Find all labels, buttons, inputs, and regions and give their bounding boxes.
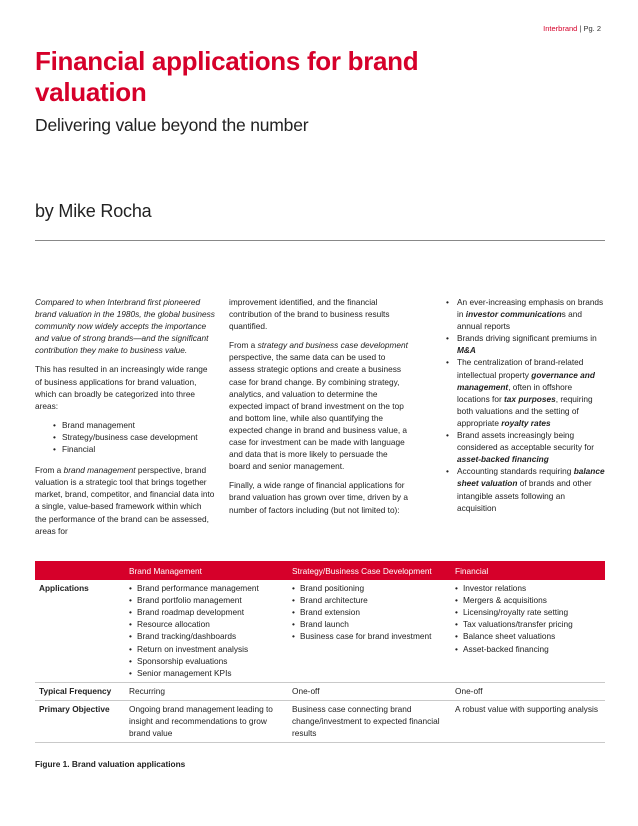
table-cell: One-off: [288, 682, 451, 700]
table-cell: One-off: [451, 682, 605, 700]
list-item: • Tax valuations/transfer pricing: [455, 618, 601, 630]
text-run: , often in offshore locations for: [457, 381, 573, 404]
row-label: Primary Objective: [35, 700, 125, 742]
list-item: • Brand extension: [292, 606, 447, 618]
paragraph: This has resulted in an increasingly wide range of business applications for brand valuation, which can broadly be categorized into three areas:: [35, 364, 208, 411]
list-item: • Return on investment analysis: [129, 643, 284, 655]
article-subtitle: Delivering value beyond the number: [35, 115, 309, 135]
text-run: From a: [229, 340, 258, 351]
list-item: [446, 429, 606, 465]
list-item: [446, 296, 606, 332]
table-cell: [125, 580, 288, 682]
table-cell: Ongoing brand management leading to insight and recommendations to grow brand value: [125, 700, 288, 742]
emphasis: royalty rates: [501, 417, 551, 428]
text-run: An ever-increasing emphasis on brands in: [457, 297, 604, 320]
cell-list: [129, 582, 284, 679]
list-item: • Brand performance management: [129, 582, 284, 594]
table-cell: A robust value with supporting analysis: [451, 700, 605, 742]
cell-list: [292, 582, 447, 642]
list-item: • Resource allocation: [129, 618, 284, 630]
list-item: • Balance sheet valuations: [455, 630, 601, 642]
table-header-cell: [35, 561, 125, 580]
header-separator: |: [577, 24, 584, 33]
areas-list: [35, 419, 215, 455]
list-item: • Financial: [53, 443, 215, 455]
list-item: • Licensing/royalty rate setting: [455, 606, 601, 618]
text-run: Accounting standards requiring: [457, 466, 574, 477]
list-item: • Brand launch: [292, 618, 447, 630]
column-2: [229, 296, 411, 523]
text-run: perspective, brand valuation is a strategic tool that brings together market, brand, competitor, and financial data into a single, value-based framework within which the performance of the brand can be assessed, areas for: [35, 465, 215, 536]
list-item: • Brand positioning: [292, 582, 447, 594]
list-item: • Mergers & acquisitions: [455, 594, 601, 606]
list-item: • Brand architecture: [292, 594, 447, 606]
header-divider: [35, 240, 605, 241]
text-run: , requiring both valuations and the setting of appropriate: [457, 393, 593, 428]
valuation-table: [35, 561, 605, 743]
header-brand: Interbrand: [543, 24, 578, 33]
emphasis: M&A: [457, 345, 476, 356]
table-cell: Recurring: [125, 682, 288, 700]
table-row: [35, 580, 605, 682]
row-label: Applications: [35, 580, 125, 682]
emphasis: investor communication: [465, 309, 562, 320]
figure-caption: Figure 1. Brand valuation applications: [35, 759, 186, 769]
emphasis: brand management: [63, 465, 136, 476]
table-header-cell: Brand Management: [125, 561, 288, 580]
emphasis: balance sheet valuation: [457, 466, 605, 489]
text-run: The centralization of brand-related intellectual property: [457, 357, 584, 380]
column-3: [446, 296, 606, 514]
paragraph: [229, 339, 411, 472]
list-item: • Business case for brand investment: [292, 630, 447, 642]
paragraph: improvement identified, and the financial contribution of the brand to business results quantified.: [229, 297, 390, 332]
page-header: [543, 24, 601, 33]
intro-paragraph: Compared to when Interbrand first pioneered brand valuation in the 1980s, the global business community now widely accepts the importance and value of strong brands—and the significant contribution they make to business value.: [35, 297, 215, 356]
list-item: • Asset-backed financing: [455, 643, 601, 655]
list-item: • Senior management KPIs: [129, 667, 284, 679]
table-header-row: [35, 561, 605, 580]
text-run: Brands driving significant premiums in: [457, 333, 597, 344]
text-run: Brand assets increasingly being considered as acceptable security for: [457, 430, 594, 453]
list-item: • Brand management: [53, 419, 215, 431]
emphasis: governance and management: [457, 369, 595, 392]
emphasis: tax purposes: [504, 393, 556, 404]
text-run: of brands and other intangible assets following an acquisition: [457, 478, 592, 513]
list-item: [446, 465, 606, 513]
text-run: s and annual reports: [457, 309, 582, 332]
table-cell: [288, 580, 451, 682]
list-item: • Strategy/business case development: [53, 431, 215, 443]
list-item: [446, 356, 606, 429]
table-cell: Business case connecting brand change/investment to expected financial results: [288, 700, 451, 742]
text-run: perspective, the same data can be used to assess strategic options and create a business case for brand change. By combining strategy, analytics, and valuation to determine the expected impact of brand investment on the top and bottom line, while also quantifying the expected change in brand and business value, a case for investment can be made with language and data that is more likely to persuade the board and senior management.: [229, 352, 408, 472]
page-number: Pg. 2: [583, 24, 601, 33]
list-item: • Investor relations: [455, 582, 601, 594]
table-row: [35, 700, 605, 742]
row-label: Typical Frequency: [35, 682, 125, 700]
column-1: [35, 296, 215, 544]
list-item: • Brand roadmap development: [129, 606, 284, 618]
emphasis: asset-backed financing: [457, 454, 549, 465]
article-title: Financial applications for brand valuation: [35, 46, 419, 107]
list-item: [446, 332, 606, 356]
table-row: [35, 682, 605, 700]
paragraph: [35, 464, 215, 537]
table-cell: [451, 580, 605, 682]
emphasis: strategy and business case development: [257, 340, 408, 351]
table-header-cell: Strategy/Business Case Development: [288, 561, 451, 580]
table-header-cell: Financial: [451, 561, 605, 580]
cell-list: [455, 582, 601, 655]
list-item: • Sponsorship evaluations: [129, 655, 284, 667]
list-item: • Brand portfolio management: [129, 594, 284, 606]
list-item: • Brand tracking/dashboards: [129, 630, 284, 642]
paragraph: Finally, a wide range of financial applications for brand valuation has grown over time, driven by a number of factors including (but not limited to):: [229, 480, 408, 515]
text-run: From a: [35, 465, 64, 476]
factors-list: [446, 296, 606, 514]
article-author: by Mike Rocha: [35, 201, 152, 221]
